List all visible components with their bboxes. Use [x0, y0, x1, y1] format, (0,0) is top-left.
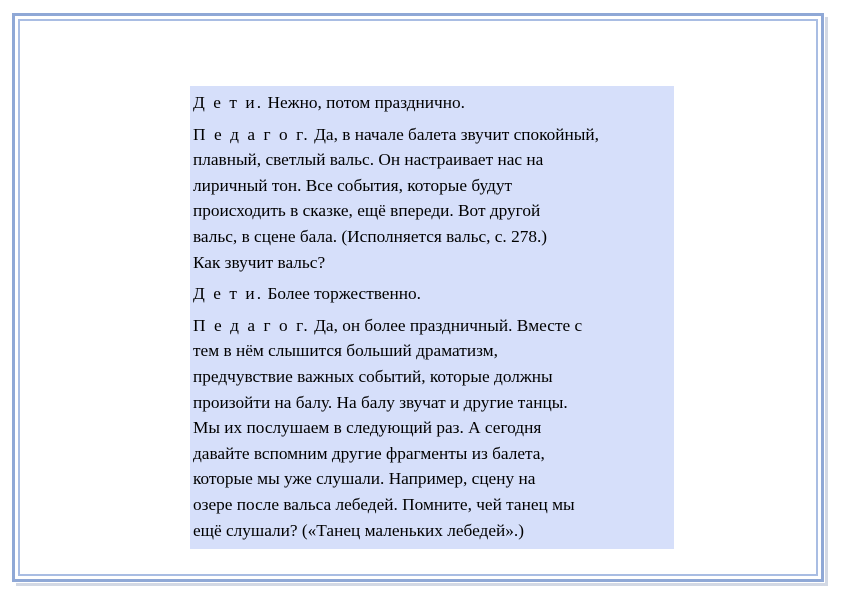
speaker-label: Д е т и.: [193, 284, 264, 304]
text-line: озере после вальса лебедей. Помните, чей танец мы: [193, 494, 575, 514]
text-line: давайте вспомним другие фрагменты из балета,: [193, 443, 545, 463]
dialogue-paragraph-teacher-1: [193, 122, 674, 276]
text-line: [193, 281, 674, 307]
text-line: Мы их послушаем в следующий раз. А сегодня: [193, 418, 542, 438]
text-line: произойти на балу. На балу звучат и другие танцы.: [193, 392, 568, 412]
line-text: Нежно, потом празднично.: [267, 93, 465, 112]
text-line: ещё слушали? («Танец маленьких лебедей».): [193, 520, 524, 540]
speaker-label: Д е т и.: [193, 93, 264, 112]
line-text: Да, он более праздничный. Вместе с: [314, 315, 583, 335]
text-line: [193, 313, 674, 339]
text-line: [193, 122, 674, 148]
text-line: плавный, светлый вальс. Он настраивает нас на: [193, 150, 544, 170]
dialogue-paragraph-children-1: [193, 90, 674, 116]
line-text: Более торжественно.: [267, 284, 421, 304]
speaker-label: П е д а г о г.: [193, 315, 310, 335]
text-line: вальс, в сцене бала. (Исполняется вальс, с. 278.): [193, 226, 548, 246]
text-line: которые мы уже слушали. Например, сцену на: [193, 469, 536, 489]
text-line: [193, 90, 674, 116]
speaker-label: П е д а г о г.: [193, 124, 310, 144]
text-line: тем в нём слышится больший драматизм,: [193, 341, 498, 361]
text-line: Как звучит вальс?: [193, 252, 326, 272]
dialogue-text-box: [190, 86, 674, 549]
dialogue-paragraph-children-2: [193, 281, 674, 307]
line-text: Да, в начале балета звучит спокойный,: [314, 124, 599, 144]
text-line: происходить в сказке, ещё впереди. Вот другой: [193, 201, 541, 221]
dialogue-paragraph-teacher-2: [193, 313, 674, 543]
text-line: предчувствие важных событий, которые должны: [193, 366, 553, 386]
text-line: лиричный тон. Все события, которые будут: [193, 175, 513, 195]
